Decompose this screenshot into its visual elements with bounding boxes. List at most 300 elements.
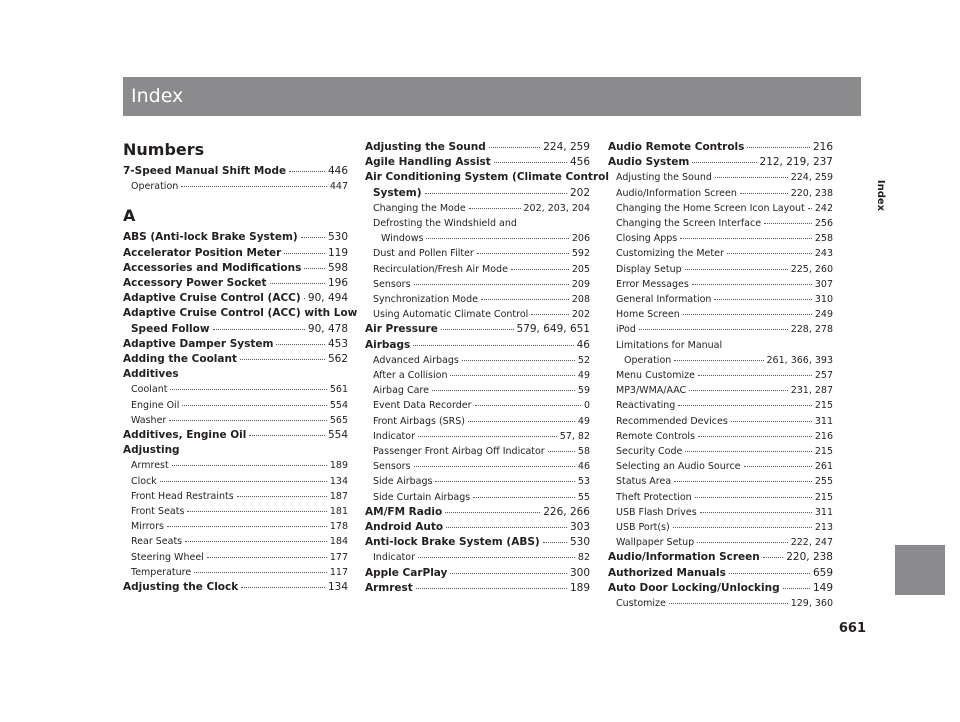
- entry-row: [365, 338, 590, 353]
- entry-pages: 57, 82: [559, 430, 590, 442]
- entry-term: Changing the Home Screen Icon Layout: [616, 202, 805, 214]
- index-subentry: [365, 383, 590, 398]
- dot-leader: [475, 405, 581, 406]
- entry-term: Customize: [616, 598, 666, 610]
- entry-pages: 242: [814, 202, 833, 214]
- index-entry: [365, 186, 590, 201]
- index-subentry: [608, 383, 833, 398]
- entry-term: Sensors: [373, 461, 411, 473]
- index-entry: [608, 581, 833, 596]
- entry-pages: 215: [814, 446, 833, 458]
- dot-leader: [185, 541, 327, 542]
- entry-pages: 222, 247: [790, 537, 833, 549]
- entry-term: Coolant: [131, 384, 168, 396]
- entry-row: [123, 291, 348, 306]
- entry-term: 7-Speed Manual Shift Mode: [123, 165, 287, 177]
- entry-term: Adjusting the Sound: [365, 141, 486, 153]
- entry-term: Audio System: [608, 156, 690, 169]
- entry-term: Menu Customize: [616, 370, 695, 382]
- dot-leader: [481, 299, 569, 300]
- dot-leader: [241, 587, 325, 588]
- index-subentry: [608, 505, 833, 520]
- dot-leader: [418, 436, 557, 437]
- entry-pages: 0: [583, 400, 590, 412]
- entry-row: [365, 581, 590, 596]
- entry-pages: 598: [327, 261, 348, 274]
- entry-term: Event Data Recorder: [373, 400, 472, 412]
- entry-row: [123, 428, 348, 443]
- entry-row: [608, 155, 833, 170]
- entry-term: Additives, Engine Oil: [123, 429, 247, 442]
- index-subentry: [123, 519, 348, 534]
- index-subentry: [608, 201, 833, 216]
- entry-term: Display Setup: [616, 263, 682, 275]
- index-entry: [365, 566, 590, 581]
- index-entry: [608, 566, 833, 581]
- dot-leader: [511, 269, 569, 270]
- entry-pages: 311: [814, 506, 833, 518]
- entry-row: [365, 520, 590, 535]
- dot-leader: [182, 405, 327, 406]
- dot-leader: [172, 465, 327, 466]
- entry-pages: 561: [329, 384, 348, 396]
- entry-term: Using Automatic Climate Control: [373, 309, 529, 321]
- entry-row: [616, 459, 833, 474]
- index-entry: [123, 352, 348, 367]
- index-subentry: [365, 231, 590, 246]
- entry-term: Steering Wheel: [131, 551, 204, 563]
- index-subentry: [608, 262, 833, 277]
- entry-row: [373, 550, 590, 565]
- entry-row: [616, 429, 833, 444]
- dot-leader: [674, 481, 812, 482]
- entry-pages: 52: [577, 354, 590, 366]
- entry-term: Side Curtain Airbags: [373, 491, 471, 503]
- dot-leader: [468, 421, 575, 422]
- index-subentry: [608, 520, 833, 535]
- page-header-banner: [123, 77, 861, 116]
- dot-leader: [426, 238, 568, 239]
- entry-pages: 208: [571, 294, 590, 306]
- index-entry: [123, 246, 348, 261]
- dot-leader: [669, 603, 788, 604]
- entry-pages: 257: [814, 370, 833, 382]
- entry-term: Accessory Power Socket: [123, 277, 267, 290]
- dot-leader: [727, 253, 812, 254]
- entry-row: [131, 489, 348, 504]
- index-entry: [365, 581, 590, 596]
- entry-row: [608, 581, 833, 596]
- entry-row: [616, 414, 833, 429]
- dot-leader: [698, 436, 812, 437]
- entry-pages: 196: [327, 277, 348, 290]
- entry-term: Remote Controls: [616, 430, 695, 442]
- entry-row: [131, 413, 348, 428]
- dot-leader: [304, 298, 305, 299]
- index-subentry: [365, 414, 590, 429]
- index-subentry: [608, 353, 833, 368]
- index-subentry: [365, 474, 590, 489]
- entry-row: [123, 352, 348, 367]
- index-subentry: [365, 368, 590, 383]
- entry-row: [616, 201, 833, 216]
- entry-row: [123, 261, 348, 276]
- entry-pages: 216: [814, 430, 833, 442]
- entry-row: [373, 444, 590, 459]
- index-subentry: [608, 368, 833, 383]
- entry-pages: 303: [569, 521, 590, 534]
- entry-pages: 456: [569, 156, 590, 169]
- entry-row: [373, 262, 590, 277]
- dot-leader: [715, 177, 788, 178]
- entry-row: [373, 398, 590, 413]
- entry-row: [131, 382, 348, 397]
- dot-leader: [304, 268, 325, 269]
- index-entry: [123, 164, 348, 179]
- entry-row: [123, 230, 348, 245]
- entry-term: Front Head Restraints: [131, 490, 234, 502]
- index-entry: [123, 230, 348, 245]
- entry-row: [365, 566, 590, 581]
- index-subentry: [608, 170, 833, 185]
- entry-row: [131, 534, 348, 549]
- entry-pages: 129, 360: [790, 598, 833, 610]
- dot-leader: [413, 345, 573, 346]
- index-subentry: [123, 413, 348, 428]
- dot-leader: [473, 497, 575, 498]
- entry-term: Authorized Manuals: [608, 566, 726, 579]
- entry-pages: 184: [329, 536, 348, 548]
- entry-term: Front Seats: [131, 506, 185, 518]
- entry-term: USB Flash Drives: [616, 506, 697, 518]
- entry-term: Status Area: [616, 476, 672, 488]
- entry-term: Additives: [123, 368, 179, 381]
- index-subentry: [608, 186, 833, 201]
- dot-leader: [673, 527, 812, 528]
- entry-row: [616, 307, 833, 322]
- dot-leader: [548, 451, 575, 452]
- index-subentry: [365, 353, 590, 368]
- dot-leader: [169, 420, 327, 421]
- index-subentry: [123, 474, 348, 489]
- section-spacer: [123, 194, 348, 206]
- index-subentry: [365, 307, 590, 322]
- dot-leader: [187, 511, 326, 512]
- index-entry: [608, 155, 833, 170]
- entry-pages: 215: [814, 491, 833, 503]
- entry-term: Security Code: [616, 446, 683, 458]
- entry-pages: 530: [327, 231, 348, 244]
- dot-leader: [689, 390, 787, 391]
- entry-term: Theft Protection: [616, 491, 692, 503]
- index-subentry: [365, 277, 590, 292]
- index-subentry: [123, 458, 348, 473]
- entry-term: iPod: [616, 324, 636, 336]
- dot-leader: [685, 451, 812, 452]
- entry-pages: 187: [329, 490, 348, 502]
- index-subentry: [608, 292, 833, 307]
- index-subentry: [365, 262, 590, 277]
- dot-leader: [450, 375, 574, 376]
- entry-row: [373, 353, 590, 368]
- dot-leader: [639, 329, 788, 330]
- entry-term: Sensors: [373, 278, 411, 290]
- dot-leader: [700, 512, 812, 513]
- index-entry: [365, 338, 590, 353]
- entry-pages: 202: [569, 186, 590, 199]
- entry-term: Recommended Devices: [616, 415, 728, 427]
- entry-term: Passenger Front Airbag Off Indicator: [373, 446, 545, 458]
- dot-leader: [270, 283, 325, 284]
- dot-leader: [543, 542, 567, 543]
- dot-leader: [531, 314, 569, 315]
- entry-term: Adaptive Damper System: [123, 337, 274, 350]
- dot-leader: [237, 496, 327, 497]
- entry-row: [616, 490, 833, 505]
- entry-term: Audio/Information Screen: [616, 187, 737, 199]
- index-entry: [123, 261, 348, 276]
- entry-term: AM/FM Radio: [365, 505, 443, 518]
- entry-term: Side Airbags: [373, 476, 433, 488]
- index-subentry: [608, 246, 833, 261]
- entry-term: Accelerator Position Meter: [123, 246, 282, 259]
- entry-term: Adjusting: [123, 444, 180, 457]
- index-subentry: [608, 474, 833, 489]
- entry-row: [365, 322, 590, 337]
- index-subentry: [608, 490, 833, 505]
- entry-pages: 117: [329, 566, 348, 578]
- index-entry: [123, 322, 348, 337]
- entry-row: [616, 322, 833, 337]
- entry-pages: 258: [814, 233, 833, 245]
- entry-pages: 255: [814, 476, 833, 488]
- entry-term: Auto Door Locking/Unlocking: [608, 581, 780, 594]
- entry-pages: 216: [812, 141, 833, 153]
- index-entry: [123, 580, 348, 595]
- entry-pages: 554: [329, 399, 348, 411]
- entry-term: Closing Apps: [616, 233, 678, 245]
- entry-term: Clock: [131, 475, 157, 487]
- dot-leader: [416, 588, 567, 589]
- entry-row: [373, 246, 590, 261]
- entry-term: Windows: [381, 233, 424, 245]
- index-column-3: [608, 140, 833, 611]
- entry-term: Synchronization Mode: [373, 294, 478, 306]
- entry-term: Airbags: [365, 338, 411, 351]
- entry-row: [616, 292, 833, 307]
- dot-leader: [249, 435, 325, 436]
- index-subentry: [608, 398, 833, 413]
- dot-leader: [450, 573, 567, 574]
- dot-leader: [207, 557, 327, 558]
- index-subentry: [123, 179, 348, 194]
- entry-row: [616, 505, 833, 520]
- entry-row: [131, 398, 348, 413]
- entry-pages: 231, 287: [790, 385, 833, 397]
- entry-pages: 202: [571, 309, 590, 321]
- entry-row: [365, 140, 590, 155]
- entry-term: Accessories and Modifications: [123, 261, 302, 274]
- index-subentry: [608, 596, 833, 611]
- dot-leader: [213, 329, 305, 330]
- entry-row: [373, 201, 590, 216]
- entry-pages: 307: [814, 278, 833, 290]
- index-entry: [123, 367, 348, 382]
- entry-pages: 189: [329, 460, 348, 472]
- index-subentry: [365, 444, 590, 459]
- entry-pages: 446: [327, 165, 348, 177]
- entry-pages: 134: [327, 581, 348, 594]
- entry-term: ABS (Anti-lock Brake System): [123, 231, 298, 244]
- entry-term: Indicator: [373, 430, 415, 442]
- dot-leader: [740, 193, 788, 194]
- dot-leader: [445, 512, 540, 513]
- entry-row: [373, 490, 590, 505]
- dot-leader: [289, 171, 325, 172]
- dot-leader: [808, 208, 812, 209]
- entry-pages: 261: [814, 461, 833, 473]
- entry-row: [616, 520, 833, 535]
- dot-leader: [692, 162, 756, 163]
- entry-pages: 243: [814, 248, 833, 260]
- entry-term: Adaptive Cruise Control (ACC): [123, 292, 301, 305]
- entry-pages: 134: [329, 475, 348, 487]
- entry-term: Front Airbags (SRS): [373, 415, 466, 427]
- index-subentry: [608, 429, 833, 444]
- entry-row: [123, 246, 348, 261]
- entry-pages: 46: [577, 461, 590, 473]
- dot-leader: [240, 359, 325, 360]
- entry-pages: 249: [814, 309, 833, 321]
- entry-pages: 49: [577, 370, 590, 382]
- index-subentry: [365, 201, 590, 216]
- index-subentry: [123, 504, 348, 519]
- entry-pages: 202, 203, 204: [523, 202, 590, 214]
- entry-term: Selecting an Audio Source: [616, 461, 741, 473]
- entry-pages: 90, 494: [307, 292, 348, 305]
- entry-row: [373, 474, 590, 489]
- entry-term: Limitations for Manual: [616, 339, 723, 351]
- entry-row: [131, 322, 348, 337]
- entry-term: Reactivating: [616, 400, 676, 412]
- dot-leader: [435, 481, 574, 482]
- entry-pages: 261, 366, 393: [766, 354, 833, 366]
- entry-pages: 592: [571, 248, 590, 260]
- dot-leader: [469, 208, 521, 209]
- index-entry: [123, 276, 348, 291]
- entry-row: [373, 459, 590, 474]
- entry-pages: 579, 649, 651: [516, 323, 590, 336]
- entry-pages: 447: [329, 181, 348, 193]
- entry-row: [616, 216, 833, 231]
- dot-leader: [494, 162, 567, 163]
- entry-pages: 453: [327, 337, 348, 350]
- entry-pages: 55: [577, 491, 590, 503]
- section-heading: Numbers: [123, 140, 205, 159]
- entry-row: [373, 277, 590, 292]
- entry-row: [616, 368, 833, 383]
- index-subentry: [365, 246, 590, 261]
- dot-leader: [414, 284, 569, 285]
- index-subentry: [608, 277, 833, 292]
- dot-leader: [446, 527, 567, 528]
- dot-leader: [697, 542, 787, 543]
- entry-pages: 224, 259: [543, 141, 590, 153]
- entry-row: [123, 337, 348, 352]
- dot-leader: [425, 193, 567, 194]
- index-entry: [365, 322, 590, 337]
- entry-row: [373, 383, 590, 398]
- entry-row: [616, 231, 833, 246]
- entry-pages: 226, 266: [543, 505, 590, 518]
- entry-row: [616, 186, 833, 201]
- index-subentry: [365, 459, 590, 474]
- index-entry: [365, 520, 590, 535]
- entry-pages: 205: [571, 263, 590, 275]
- entry-term: Armrest: [365, 581, 413, 594]
- entry-term: Air Pressure: [365, 323, 438, 336]
- index-column-1: [123, 140, 358, 595]
- index-subentry: [608, 231, 833, 246]
- entry-row: [123, 276, 348, 291]
- entry-term: Engine Oil: [131, 399, 180, 411]
- entry-row: [123, 580, 348, 595]
- entry-term: Dust and Pollen Filter: [373, 248, 474, 260]
- entry-row: [373, 186, 590, 201]
- page-title: Index: [131, 85, 184, 107]
- index-entry: [123, 337, 348, 352]
- index-subentry: [365, 292, 590, 307]
- index-entry: [365, 535, 590, 550]
- index-subentry: [123, 398, 348, 413]
- index-subentry: [608, 338, 833, 353]
- index-entry: [365, 505, 590, 520]
- entry-pages: 181: [329, 506, 348, 518]
- index-subentry: [123, 534, 348, 549]
- dot-leader: [284, 253, 325, 254]
- entry-term: General Information: [616, 294, 712, 306]
- entry-pages: 224, 259: [790, 172, 833, 184]
- entry-term: Mirrors: [131, 521, 164, 533]
- entry-pages: 310: [814, 294, 833, 306]
- entry-pages: 659: [812, 566, 833, 579]
- index-subentry: [608, 322, 833, 337]
- entry-term: Operation: [624, 354, 672, 366]
- entry-row: [131, 474, 348, 489]
- entry-row: [616, 246, 833, 261]
- entry-pages: 220, 238: [786, 551, 833, 564]
- dot-leader: [167, 526, 327, 527]
- entry-pages: 562: [327, 353, 348, 366]
- entry-term: Error Messages: [616, 278, 689, 290]
- dot-leader: [683, 314, 812, 315]
- index-subentry: [365, 490, 590, 505]
- entry-row: [365, 505, 590, 520]
- entry-pages: 59: [577, 385, 590, 397]
- index-subentry: [608, 414, 833, 429]
- dot-leader: [276, 344, 325, 345]
- entry-pages: 46: [576, 338, 590, 351]
- entry-term: Wallpaper Setup: [616, 537, 695, 549]
- index-subentry: [608, 216, 833, 231]
- index-column-2: [365, 140, 609, 596]
- entry-term: Speed Follow: [131, 322, 210, 335]
- entry-pages: 178: [329, 521, 348, 533]
- entry-term: After a Collision: [373, 370, 448, 382]
- dot-leader: [695, 497, 812, 498]
- entry-row: [616, 170, 833, 185]
- entry-row: [131, 565, 348, 580]
